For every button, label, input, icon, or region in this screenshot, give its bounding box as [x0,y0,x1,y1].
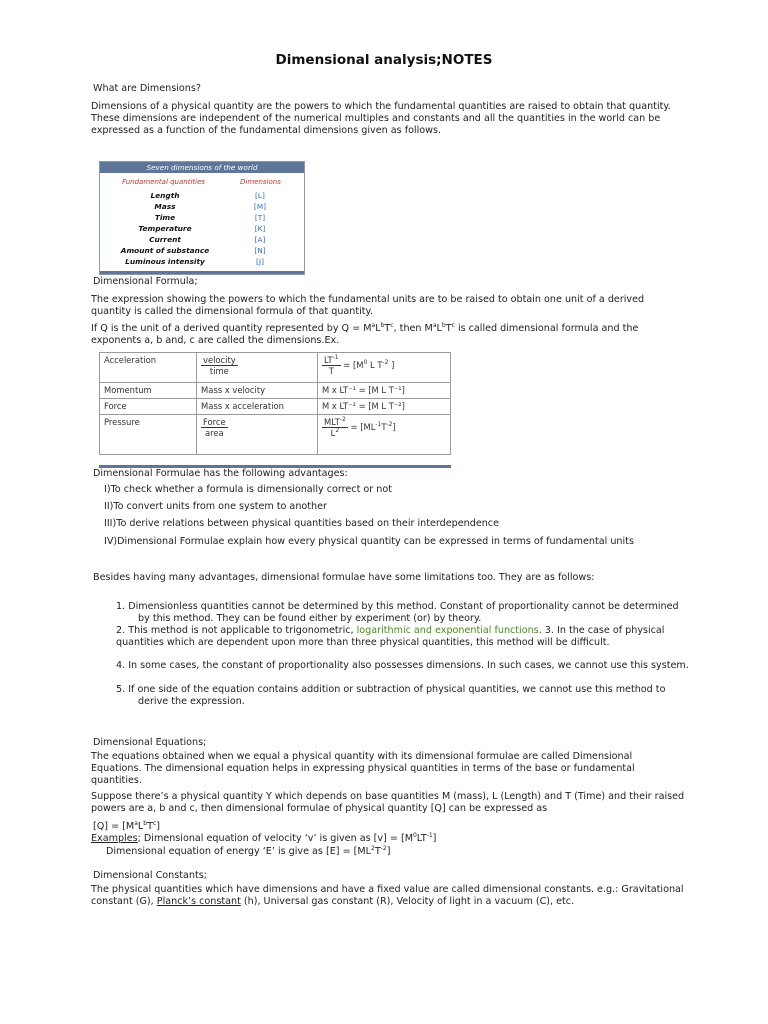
list-item: 4. In some cases, the constant of proportionality also possesses dimensions. In such cases, we cannot use this system. [116,660,689,671]
dimensions-table-row-name: Amount of substance [120,246,210,255]
list-item: 2. This method is not applicable to trigonometric, logarithmic and exponential functions. 3. In the case of physical quantities which are dependent upon more than three physical quantities, this method will be difficult. [116,625,665,648]
page-title: Dimensional analysis;NOTES [275,52,493,68]
quantity-relation: $\frac{\text{Force}}{\text{area}}$ [197,415,318,455]
paragraph-formula: The expression showing the powers to which the fundamental units are to be raised to obtain one unit of a derived quantity is called the dimensional formula of that quantity. [91,294,645,317]
heading-dimensional-constants: Dimensional Constants; [93,870,207,881]
list-item: 5. If one side of the equation contains addition or subtraction of physical quantities, we cannot use this method to derive the expression. [116,684,666,707]
logarithmic-functions-link[interactable]: logarithmic and exponential functions [356,625,539,636]
example-energy: Dimensional equation of energy ‘E’ is give as $[E] = [ML^2T^{-2}]$ [106,845,391,857]
quantity-name: Force [100,399,197,415]
quantity-relation: $\frac{\text{velocity}}{\text{time}}$ [197,353,318,383]
quantity-name: Momentum [100,383,197,399]
table-row [100,383,451,399]
dimensions-table-row-name: Luminous intensity [125,257,205,266]
dimensions-table-col-dimension: Dimensions [240,178,281,186]
quantity-result: $\frac{LT^{-1}}{T}$ = [$M^0$ L $T^{-2}$ ] [318,353,451,383]
dimensions-table-row-dim: [M] [253,202,267,211]
dimensions-table-row-dim: [K] [254,224,266,233]
example-velocity: Examples; Dimensional equation of velocity ‘v’ is given as $[v] = [M^0LT^{-1}]$ [91,832,437,844]
dimensions-table-row-dim: [N] [254,246,266,255]
q-equation: $[Q] = [M^aL^bT^c]$ [93,820,160,832]
quantity-relation: Mass x velocity [197,383,318,399]
quantity-result: M x LT⁻² = [M L T⁻²] [318,399,451,415]
list-item: IV)Dimensional Formulae explain how every physical quantity can be expressed in terms of fundamental units [104,536,634,547]
quantity-name: Pressure [100,415,197,455]
dimensions-table-row-name: Mass [154,202,176,211]
paragraph-dimensions: Dimensions of a physical quantity are the powers to which the fundamental quantities are raised to obtain that quantity. These dimensions are independent of the numerical multiples and constants and all the quantities in the world can be expressed as a function of the fundamental dimensions given as follows. [91,101,671,136]
plancks-constant-link[interactable]: Planck’s constant [156,895,241,907]
dimensions-table-footer-bar [100,271,304,274]
dimensions-table-row-name: Temperature [138,224,192,233]
dimensions-table-heading: Seven dimensions of the world [100,162,304,173]
dimensions-table-row-name: Time [154,213,176,222]
heading-dimensional-formula: Dimensional Formula; [93,276,198,287]
table-row [100,353,451,383]
section-question: What are Dimensions? [93,83,201,94]
table-row [100,415,451,455]
dimensions-table-row-name: Current [149,235,181,244]
paragraph-suppose: Suppose there’s a physical quantity Y which depends on base quantities M (mass), L (Length) and T (Time) and their raised powers are a, b and c, then dimensional formulae of physical quantity [Q] can be expressed as [91,791,685,814]
limitations-intro: Besides having many advantages, dimensional formulae have some limitations too. They are as follows: [93,572,595,583]
quantity-result: $\frac{MLT^{-2}}{L^2}$ = $[ML^{-1}T^{-2}]$ [318,415,451,455]
list-item: I)To check whether a formula is dimensionally correct or not [104,484,392,495]
list-item: III)To derive relations between physical quantities based on their interdependence [104,518,499,529]
dimensions-table-col-quantity: Fundamental quantities [122,178,206,186]
dimensions-table-row-name: Length [150,191,180,200]
list-item: 1. Dimensionless quantities cannot be determined by this method. Constant of proportionality cannot be determined by this method. They can be found either by experiment (or) by theory. [116,601,679,624]
quantity-result: M x LT⁻¹ = [M L T⁻¹] [318,383,451,399]
table-row [100,399,451,415]
dimensions-table-row-dim: [J] [256,257,264,266]
paragraph-equations: The equations obtained when we equal a physical quantity with its dimensional formulae are called Dimensional Equations. The dimensional equation helps in expressing physical quantities in terms of the base or fundamental quantities. [91,751,635,786]
quantity-relation: Mass x acceleration [197,399,318,415]
heading-dimensional-equations: Dimensional Equations; [93,737,207,748]
dimensions-table [99,161,305,275]
dimensions-table-row-dim: [A] [254,235,266,244]
list-item: II)To convert units from one system to another [104,501,327,512]
paragraph-constants: The physical quantities which have dimensions and have a fixed value are called dimensional constants. e.g.: Gravitational constant (G), Planck’s constant (h), Universal gas constant (R), Velocity of light in a vacuum (C), etc. [91,884,684,907]
dimensions-table-row-dim: [L] [255,191,265,200]
examples-link[interactable]: Examples [91,833,138,844]
formula-examples-table [99,352,451,455]
paragraph-formula-definition: If Q is the unit of a derived quantity represented by $Q = M^aL^bT^c$, then $M^aL^bT^c$ is called dimensional formula and the exponents a, b and, c are called the dimensions.Ex. [91,322,639,346]
quantity-name: Acceleration [100,353,197,383]
dimensions-table-row-dim: [T] [254,213,266,222]
advantages-intro: Dimensional Formulae has the following advantages: [93,468,348,479]
